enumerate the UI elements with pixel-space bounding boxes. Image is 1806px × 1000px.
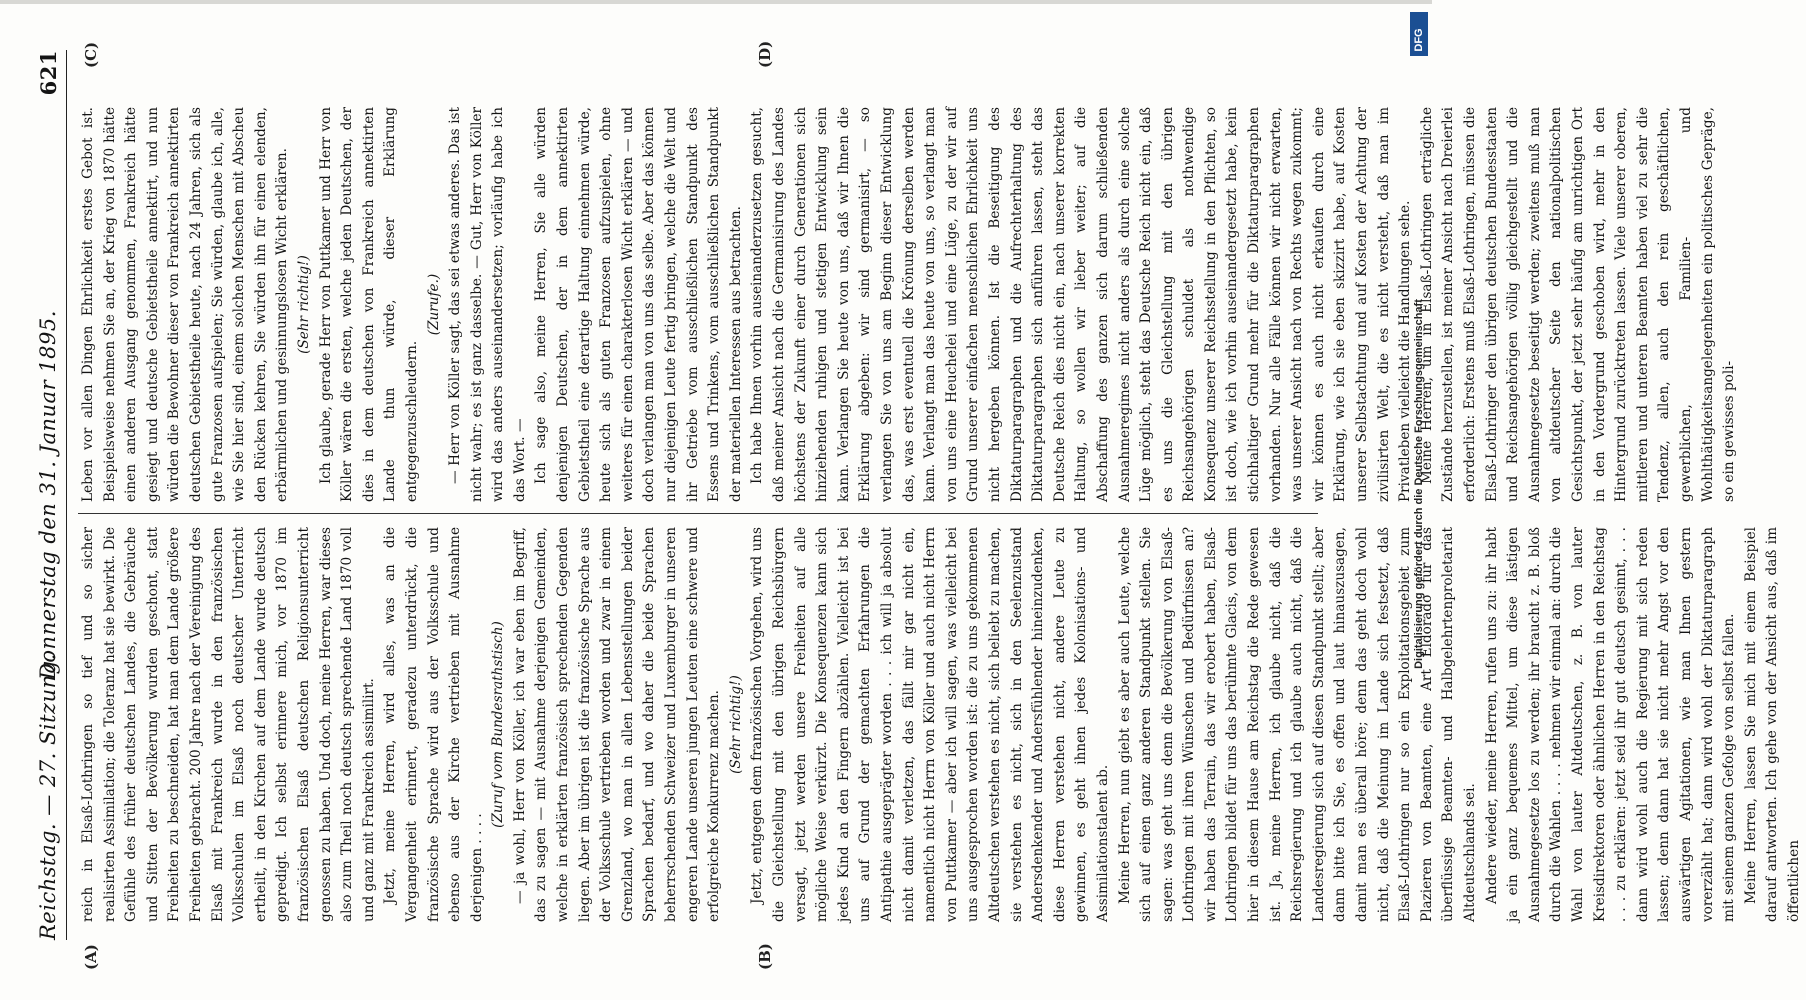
page-number: 621 — [36, 50, 61, 96]
paragraph: Meine Herren, um in Elsaß-Lothringen erträgliche Zustände herzustellen, ist meiner Ansicht nach Dreierlei erforderlich: Erstens muß Elsaß-Lothringen, müssen die Elsaß-Lothringer den übrigen deutschen Bundesstaaten und Reichsangehörigen völlig gleichgestellt und die Ausnahmegesetze beseitigt werden; zweitens muß man von altdeutscher Seite den nationalpolitischen Gesichtspunkt, der jetzt sehr häufig am unrichtigen Ort in den Vordergrund geschoben wird, mehr in den Hintergrund zurücktreten lassen. Viele unserer oberen, mittleren und unteren Beamten haben viel zu sehr die Tendenz, allen, auch den rein geschäftlichen, gewerblichen, Familien- und Wohlthätigkeitsangelegenheiten ein politisches Gepräge, so ein gewisses poli- — [1418, 107, 1738, 502]
paragraph: reich in Elsaß-Lothringen so tief und so sicher realisirten Assimilation; die Toleranz hat sie bewirkt. Die Gefühle des früher deutschen Landes, die Gebräuche und Sitten der Bevölkerung wurden geschont, statt Freiheiten zu beschneiden, hat man dem Lande größere Freiheiten gebracht. 200 Jahre nach der Vereinigung des Elsaß mit Frankreich wurde in den französischen Volksschulen im Elsaß noch deutscher Unterricht ertheilt, in den Kirchen auf dem Lande wurde deutsch gepredigt. Ich selbst erinnere mich, vor 1870 im französischen Elsaß deutschen Religionsunterricht genossen zu haben. Und doch, meine Herren, war dieses also zum Theil noch deutsch sprechende Land 1870 voll und ganz mit Frankreich assimilirt. — [80, 527, 377, 922]
digitization-credit-strip — [1408, 8, 1430, 992]
page-header — [32, 50, 67, 940]
paragraph: Ich habe Ihnen vorhin auseinanderzusetzen gesucht, daß meiner Ansicht nach die Germanisirung des Landes höchstens der Zukunft einer durch Generationen sich hinziehenden ruhigen und stetigen Entwicklung sein kann. Verlangen Sie heute von uns, daß wir Ihnen die Erklärung abgeben: wir sind germanisirt, — so verlangen Sie von uns am Beginn dieser Entwicklung das, was erst eventuell die Krönung derselben werden kann. Verlangt man das heute von uns, so verlangt man von uns eine Heuchelei und eine Lüge, zu der wir auf Grund unserer einfachen menschlichen Ehrlichkeit uns nicht hergeben können. Ist die Beseitigung des Diktaturparagraphen und die Aufrechterhaltung des Diktaturparagraphen sich anführen lassen, steht das Deutsche Reich dies nicht ein, nach unserer korrekten Haltung, so wollen wir lieber weiter; auf die Abschaffung des ganzen sich darum schließenden Ausnahmeregimes nicht anders als durch eine solche Lüge möglich, steht das Deutsche Reich nicht ein, daß es uns die Gleichstellung mit den übrigen Reichsangehörigen schuldet als nothwendige Konsequenz unserer Reichsstellung in den Pflichten, so ist doch, wie ich vorhin auseinandergesetzt habe, kein stichhaltiger Grund mehr für die Diktaturparagraphen vorhanden. Nur alle Fälle können wir nicht erwarten, was unserer Ansicht nach von Rechts wegen zukommt; wir können es auch nicht erkaufen durch eine Erklärung, wie ich sie eben skizzirt habe, auf Kosten unserer Selbstachtung und auf Kosten der Achtung der zivilisirten Welt, die es nicht versteht, daß man im Privatleben vielleicht die Handlungen sehe. — [749, 107, 1414, 502]
paragraph: Ich glaube, gerade Herr von Puttkamer und Herr von Köller wären die ersten, welche jeden Deutschen, der dies in dem deutschen von Frankreich annektirten Lande thun würde, dieser Erklärung entgegenzuschleudern. — [317, 107, 420, 502]
paragraph: Leben vor allen Dingen Ehrlichkeit erstes Gebot ist. Beispielsweise nehmen Sie an, der Krieg von 1870 hätte einen anderen Ausgang genommen, Frankreich hätte gesiegt und deutsche Gebietstheile annektirt, und nun würden die Bewohner dieser von Frankreich annektirten deutschen Gebietstheile heute, nach 24 Jahren, sich als gute Franzosen aufspielen; Sie würden, glaube ich, alle, wie Sie hier sind, einem solchen Menschen mit Abscheu den Rücken kehren, Sie würden ihn für einen elenden, erbärmlichen und gesinnungslosen Wicht erklären. — [80, 107, 291, 502]
paragraph: Andere wieder, meine Herren, rufen uns zu: ihr habt ja ein ganz bequemes Mittel, um diese lästigen Ausnahmegesetze los zu werden; ihr braucht z. B. bloß durch die Wahlen . . . . nehmen wir einmal an: durch die Wahl von lauter Altdeutschen, z. B. von lauter Kreisdirektoren oder ähnlichen Herren in den Reichstag . . . zu erklären: jetzt seid ihr gut deutsch gesinnt, . . . dann wird wohl auch die Regierung mit sich reden lassen; denn dann hat sie nicht mehr Angst vor den auswärtigen Agitationen, wie man Ihnen gestern vorerzählt hat; dann wird wohl der Diktaturparagraph mit seinem ganzen Gefolge von selbst fallen. — [1483, 527, 1738, 922]
paragraph: Meine Herren, nun giebt es aber auch Leute, welche sich auf einen ganz anderen Standpunkt stellen. Sie sagen: was geht uns denn die Bevölkerung von Elsaß-Lothringen mit ihren Wünschen und Bedürfnissen an? wir haben das Terrain, das wir erobert haben, Elsaß-Lothringen bildet für uns das berühmte Glacis, von dem hier in diesem Hause am Reichstag die Rede gewesen ist. Ja, meine Herren, ich glaube nicht, daß die Reichsregierung und ich glaube auch nicht, daß die Landesregierung sich auf diesen Standpunkt stellt; aber dann bitte ich Sie, es offen und laut hinauszusagen, damit man es überall höre; denn das geht doch wohl nicht, daß die Meinung im Lande sich festsetzt, daß Elsaß-Lothringen nur so ein Exploitationsgebiet zum Plazieren von Beamten, eine Art Eldorado für das überflüssige Beamten- und Halbgelehrtenproletariat Altdeutschlands sei. — [1116, 527, 1478, 922]
paragraph: — Herr von Köller sagt, das sei etwas anderes. Das ist nicht wahr; es ist ganz dasselbe. — Gut, Herr von Köller wird das anders auseinandersetzen; vorläufig habe ich das Wort. — — [447, 107, 528, 502]
header-date: Donnerstag den 31. Januar 1895. — [36, 310, 60, 680]
left-column — [78, 527, 1802, 922]
digitization-credit-text: Digitalisierung gefördert durch die Deutsche Forschungsgemeinschaft — [1413, 299, 1425, 669]
paragraph: Jetzt, entgegen dem französischen Vorgehen, wird uns die Gleichstellung mit den übrigen Reichsbürgern versagt, jetzt werden unsere Freiheiten auf alle mögliche Weise verkürzt. Die Konsequenzen kann sich jedes Kind an den Fingern abzählen. Vielleicht ist bei uns auf Grund der gemachten Erfahrungen die Antipathie ausgeprägter worden . . . ich will ja absolut nicht damit verletzen, das fällt mir gar nicht ein, namentlich nicht Herrn von Köller und auch nicht Herrn von Puttkamer — aber ich will sagen, was vielleicht bei uns ausgesprochen worden ist: die zu uns gekommenen Altdeutschen verstehen es nicht, sich beliebt zu machen, sie verstehen es nicht, sich in den Seelenzustand Andersdenkender und Andersfühlender hineinzudenken, diese Herren verstehen nicht, andere Leute zu gewinnen, es geht ihnen jedes Kolonisations- und Assimilationstalent ab. — [749, 527, 1111, 922]
scan-edge — [0, 0, 1432, 4]
interjection: (Zuruf vom Bundesrathstisch) — [490, 621, 507, 828]
interjection: (Sehr richtig!) — [727, 675, 744, 774]
interjection: (Zurufe.) — [425, 273, 442, 336]
paragraph: Jetzt, meine Herren, wird alles, was an die Vergangenheit erinnert, geradezu unterdrückt, die französische Sprache wird aus der Volksschule und ebenso aus der Kirche vertrieben mit Ausnahme derjenigen . . . . — [382, 527, 485, 922]
paragraph: — ja wohl, Herr von Köller, ich war eben im Begriff, das zu sagen — mit Ausnahme derjenigen Gemeinden, welche in erklärten französisch sprechenden Gegenden liegen. Aber im übrigen ist die französische Sprache aus der Volksschule vertrieben worden und zwar in einem Grenzland, wo man in allen Lebensstellungen beider Sprachen bedarf, und wo daher die beide Sprachen beherrschenden Schweizer und Luxemburger in unseren engeren Lande unseren jungen Leuten eine schwere und erfolgreiche Konkurrenz machen. — [511, 527, 723, 922]
dfg-logo-text: DFG — [1413, 28, 1425, 52]
margin-marker-d: (D) — [756, 40, 774, 68]
header-session: Reichstag. — 27. Sitzung. — [36, 653, 60, 940]
interjection: (Sehr richtig!) — [295, 255, 312, 354]
margin-marker-b: (B) — [756, 943, 774, 970]
margin-marker-c: (C) — [82, 41, 100, 68]
paragraph: Meine Herren, lassen Sie mich mit einem Beispiel darauf antworten. Ich gehe von der Ansicht aus, daß im öffentlichen — [1742, 527, 1802, 922]
margin-marker-a: (A) — [82, 944, 100, 970]
paragraph: Ich sage also, meine Herren, Sie alle würden denjenigen Deutschen, der in dem annektirten Gebietstheil eine derartige Haltung einnehmen würde, heute sich als guten Franzosen aufzuspielen, ohne weiteres für einen charakterlosen Wicht erklären — und doch verlangen man von uns das selbe. Aber das können nur diejenigen Leute fertig bringen, welche die Welt und ihr Getriebe vom ausschließlichen Standpunkt des Essens und Trinkens, vom ausschließlichen Standpunkt der materiellen Interessen aus betrachten. — [533, 107, 744, 502]
column-divider — [78, 513, 1318, 514]
